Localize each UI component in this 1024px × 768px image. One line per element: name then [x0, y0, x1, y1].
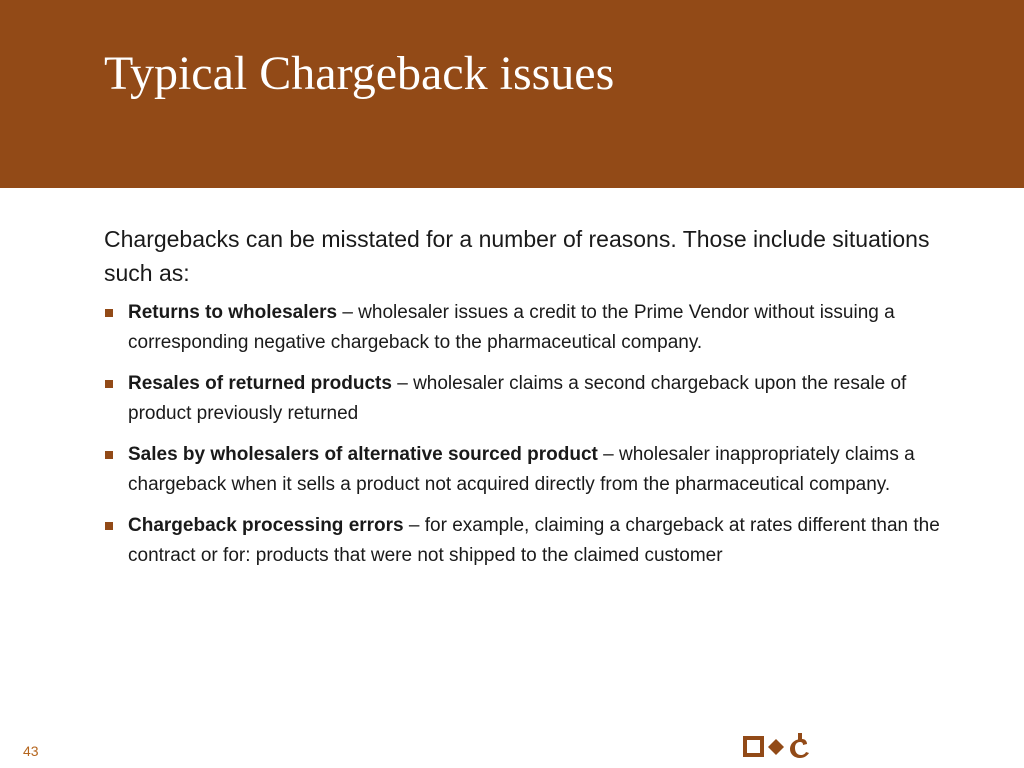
bullet-item [104, 298, 944, 358]
slide-body [104, 222, 944, 582]
slide-title: Typical Chargeback issues [104, 47, 615, 100]
bullet-item [104, 511, 944, 571]
square-bullet-icon [105, 522, 113, 530]
bullet-text: – wholesaler inappropriately claims a chargeback when it sells a product not acquired directly from the pharmaceutical company. [128, 444, 915, 495]
pwc-logo-icon [742, 729, 822, 761]
bullet-item [104, 369, 944, 429]
page-number: 43 [23, 743, 39, 759]
square-bullet-icon [105, 451, 113, 459]
square-bullet-icon [105, 309, 113, 317]
bullet-item [104, 440, 944, 500]
bullet-term: Returns to wholesalers [128, 302, 338, 323]
bullet-term: Chargeback processing errors [128, 515, 404, 536]
square-bullet-icon [105, 380, 113, 388]
bullet-text: – wholesaler claims a second chargeback upon the resale of product previously returned [128, 373, 907, 424]
bullet-text: – for example, claiming a chargeback at rates different than the contract or for: products that were not shipped to the claimed customer [128, 515, 940, 566]
bullet-term: Sales by wholesalers of alternative sourced product [128, 444, 598, 465]
bullet-text: – wholesaler issues a credit to the Prime Vendor without issuing a corresponding negative chargeback to the pharmaceutical company. [128, 302, 895, 353]
intro-text: Chargebacks can be misstated for a number of reasons. Those include situations such as: [104, 226, 930, 286]
header-band [0, 0, 1024, 188]
bullet-term: Resales of returned products [128, 373, 392, 394]
bullet-list [104, 298, 944, 571]
